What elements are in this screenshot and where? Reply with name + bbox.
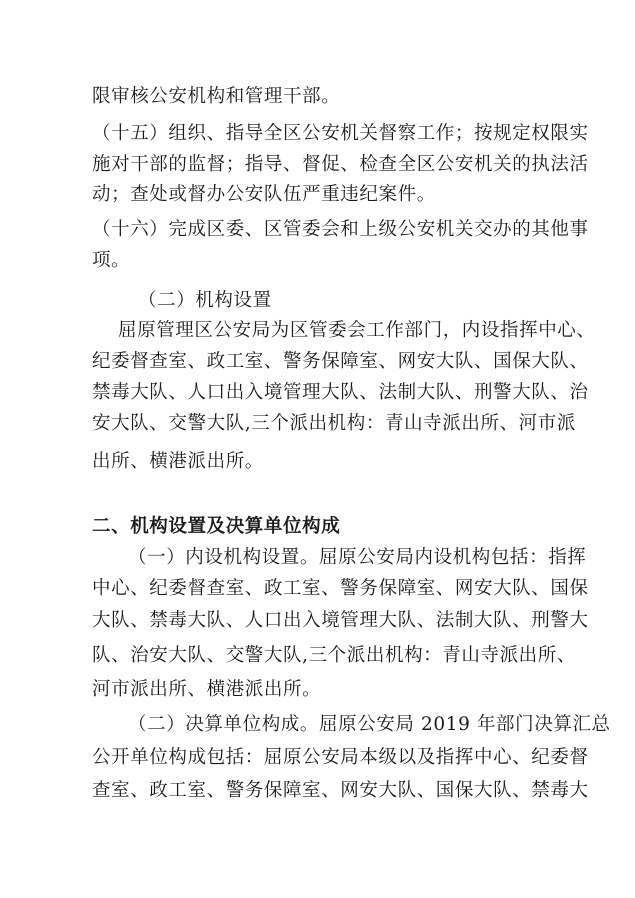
text-line: 出所、横港派出所。 [92,451,264,472]
text-line: 施对干部的监督；指导、督促、检查全区公安机关的执法活 [92,154,589,175]
text-line: （十五）组织、指导全区公安机关督察工作；按规定权限实 [92,123,589,144]
text-line: （十六）完成区委、区管委会和上级公安机关交办的其他事 [92,219,589,240]
text-line: 河市派出所、横港派出所。 [92,679,322,700]
text-line: （一）内设机构设置。屈原公安局内设机构包括：指挥 [128,547,587,568]
text-line: 屈原管理区公安局为区管委会工作部门，内设指挥中心、 [118,320,596,341]
text-line: 项。 [92,250,131,271]
text-line: 中心、纪委督查室、政工室、警务保障室、网安大队、国保 [92,578,589,599]
text-line: 纪委督查室、政工室、警务保障室、网安大队、国保大队、 [92,351,589,372]
text-line: 查室、政工室、警务保障室、网安大队、国保大队、禁毒大 [92,780,589,801]
text-line: （二）决算单位构成。屈原公安局 2019 年部门决算汇总 [128,714,611,735]
text-line: 大队、禁毒大队、人口出入境管理大队、法制大队、刑警大 [92,610,589,631]
section-heading: （二）机构设置 [138,290,272,311]
text-line: 动；查处或督办公安队伍严重违纪案件。 [92,184,436,205]
text-line: 公开单位构成包括：屈原公安局本级以及指挥中心、纪委督 [92,747,589,768]
text-line: 禁毒大队、人口出入境管理大队、法制大队、刑警大队、治 [92,382,589,403]
text-line: 队、治安大队、交警大队,三个派出机构：青山寺派出所、 [92,645,576,666]
text-line: 限审核公安机构和管理干部。 [92,86,341,107]
text-line: 安大队、交警大队,三个派出机构：青山寺派出所、河市派 [92,413,576,434]
chapter-heading: 二、机构设置及决算单位构成 [92,516,341,537]
